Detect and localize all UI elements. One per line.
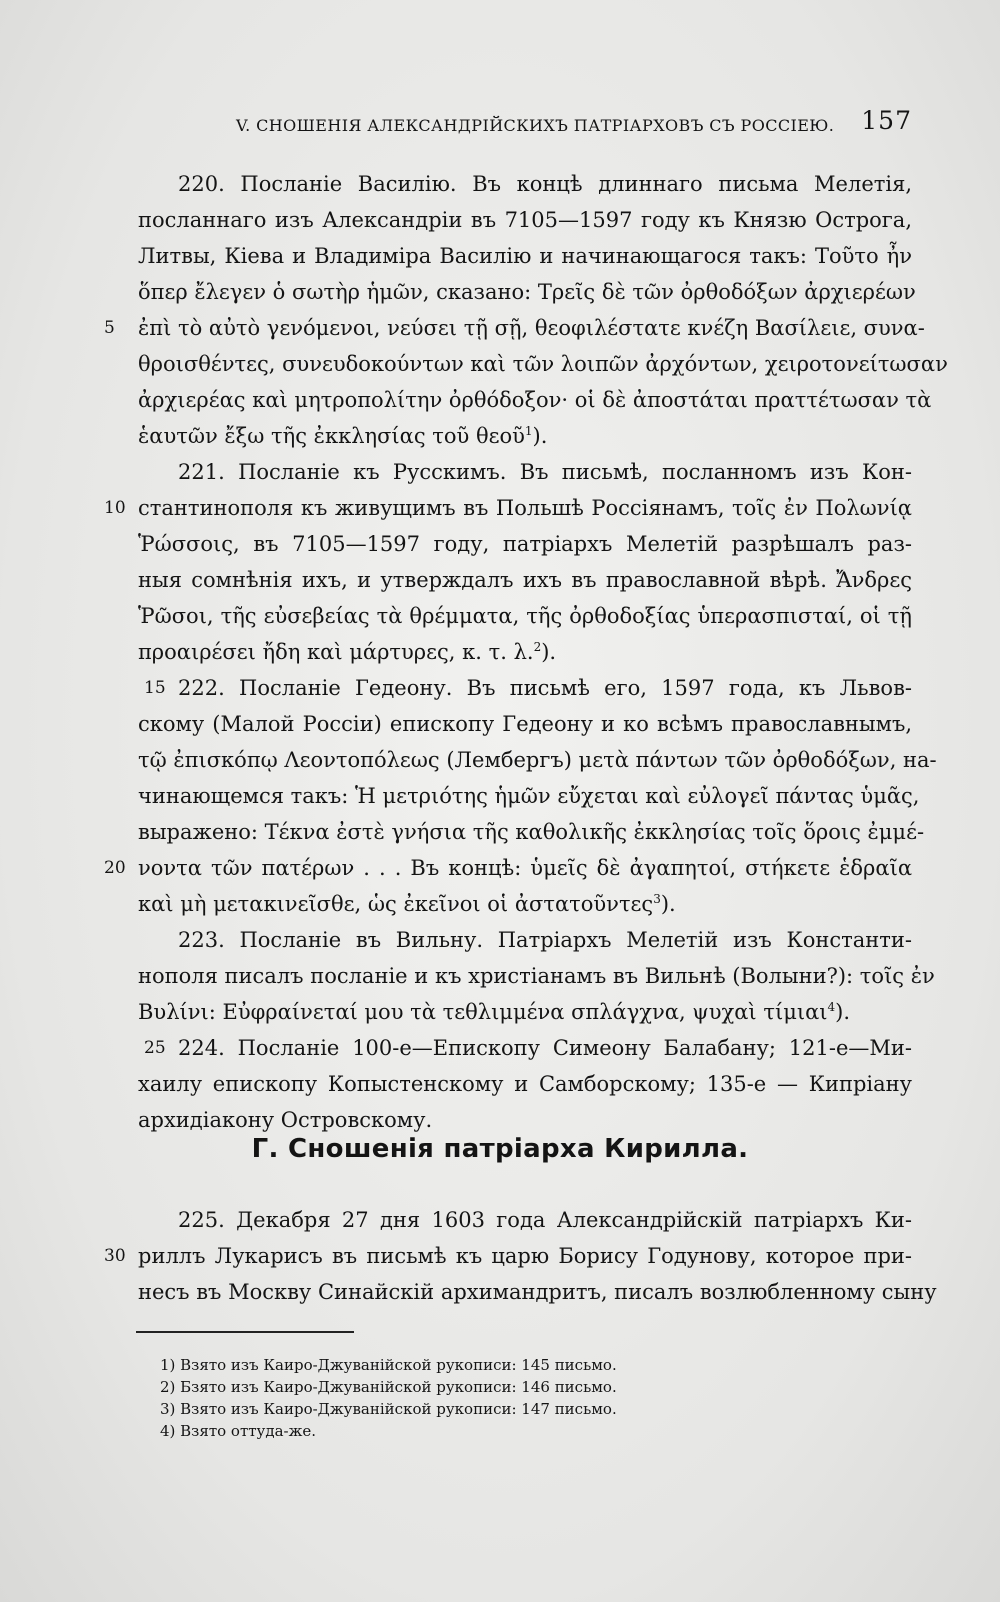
footnote: 3) Взято изъ Каиро-Джуванійской рукописи: 147 письмо. [160,1400,617,1418]
line-text: архидіакону Островскому. [138,1108,433,1132]
line-text: нополя писалъ посланіе и къ христіанамъ въ Вильнѣ (Волыни?): τοῖς ἐν [138,964,935,988]
line-text: выражено: Τέκνα ἐστὲ γνήσια τῆς καθολικῆς ἐκκλησίας τοῖς ὅροις ἐμμέ- [138,820,925,844]
line-text: προαιρέσει ἤδη καὶ μάρτυρες, κ. τ. λ. [138,640,534,664]
text-line [138,1202,912,1238]
line-text: 222. Посланіе Гедеону. Въ письмѣ его, 1597 года, къ Львов- [178,676,912,700]
text-line [138,1274,937,1310]
line-number: 20 [104,858,126,878]
text-line [138,454,912,490]
text-line [138,526,912,562]
text-line [104,850,912,886]
line-text: ἀρχιερέας καὶ μητροπολίτην ὀρθόδοξον· οἱ δὲ ἀποστάται πραττέτωσαν τὰ [138,388,932,412]
line-text: θροισθέντες, συνευδοκούντων καὶ τῶν λοιπῶν ἀρχόντων, χειροτονείτωσαν [138,352,948,376]
line-text: стантинополя къ живущимъ въ Польшѣ Россіянамъ, τοῖς ἐν Πολωνίᾳ [138,496,912,520]
text-line [138,814,925,850]
footnotes [160,1354,760,1442]
line-text: ныя сомнѣнія ихъ, и утверждалъ ихъ въ православной вѣрѣ. Ἄνδρες [138,568,912,592]
line-tail: ). [541,640,557,664]
text-line [138,598,912,634]
text-line [138,634,912,670]
main-text-block [104,166,948,1138]
text-line [138,1102,912,1138]
text-line [138,562,912,598]
section-text-block [104,1202,937,1310]
text-line [138,346,948,382]
text-line [138,958,935,994]
line-text: Литвы, Кіева и Владиміра Василію и начинающагося такъ: Τοῦτο ἦν [138,244,912,268]
text-line [138,166,912,202]
line-text: хаилу епископу Копыстенскому и Самборскому; 135-е — Кипріану [138,1072,912,1096]
line-tail: ). [835,1000,851,1024]
text-line [138,382,932,418]
text-line [104,490,912,526]
line-text: Ῥῶσοι, τῆς εὐσεβείας τὰ θρέμματα, τῆς ὀρθοδοξίας ὑπερασπισταί, οἱ τῇ [138,604,912,628]
text-line [138,670,912,706]
line-text: 221. Посланіе къ Русскимъ. Въ письмѣ, посланномъ изъ Кон- [178,460,912,484]
text-line [138,1066,912,1102]
footnote-marker: 2 [533,640,542,654]
line-text: 225. Декабря 27 дня 1603 года Александрійскій патріархъ Ки- [178,1208,912,1232]
text-line [138,886,912,922]
line-text: Ῥώσσοις, въ 7105—1597 году, патріархъ Мелетій разрѣшалъ раз- [138,532,912,556]
line-tail: ). [660,892,676,916]
footnote-divider [136,1331,354,1333]
line-text: τῷ ἐπισκόπῳ Λεοντοπόλεως (Лембергъ) μετὰ πάντων τῶν ὀρθοδόξων, на- [138,748,937,772]
footnote-marker: 3 [653,892,661,906]
text-line [138,202,912,238]
footnote-marker: 4 [827,1000,836,1014]
text-line [138,418,912,454]
text-line [138,994,912,1030]
line-tail: ). [532,424,548,448]
text-line [138,742,937,778]
text-line [104,310,925,346]
line-number: 5 [104,318,115,338]
line-text: посланнаго изъ Александріи въ 7105—1597 году къ Князю Острога, [138,208,912,232]
line-text: 224. Посланіе 100-е—Епископу Симеону Балабану; 121-е—Ми- [178,1036,912,1060]
line-text: риллъ Лукарисъ въ письмѣ къ царю Борису Годунову, которое при- [138,1244,912,1268]
text-line [138,706,912,742]
running-head: V. СНОШЕНІЯ АЛЕКСАНДРІЙСКИХЪ ПАТРІАРХОВЪ СЪ РОССІЕЮ. [236,116,835,135]
line-text: ἐπὶ τὸ αὐτὸ γενόμενοι, νεύσει τῇ σῇ, θεοφιλέστατε κνέζη Βασίλειε, συνα- [138,316,925,340]
line-text: Βυλίνι: Εὐφραίνεταί μου τὰ τεθλιμμένα σπλάγχνα, ψυχαὶ τίμιαι [138,1000,828,1024]
section-heading: Г. Сношенія патріарха Кирилла. [251,1134,749,1164]
text-line [138,778,920,814]
line-text: ἑαυτῶν ἔξω τῆς ἐκκλησίας τοῦ θεοῦ [138,424,525,448]
text-line [138,1030,912,1066]
text-line [138,274,916,310]
line-number: 30 [104,1246,126,1266]
footnote-marker: 1 [524,424,533,438]
footnote: 1) Взято изъ Каиро-Джуванійской рукописи: 145 письмо. [160,1356,617,1374]
line-number: 15 [144,678,166,698]
page-header [236,106,912,146]
footnote: 2) Бзято изъ Каиро-Джуванійской рукописи: 146 письмо. [160,1378,617,1396]
line-text: скому (Малой Россіи) епископу Гедеону и ко всѣмъ православнымъ, [138,712,912,736]
footnote: 4) Взято оттуда-же. [160,1422,317,1440]
line-text: νοντα τῶν πατέρων . . . Въ концѣ: ὑμεῖς δὲ ἀγαπητοί, στήκετε ἑδραῖα [138,856,912,880]
line-text: чинающемся такъ: Ἡ μετριότης ἡμῶν εὔχεται καὶ εὐλογεῖ πάντας ὑμᾶς, [138,784,920,808]
line-text: несъ въ Москву Синайскій архимандритъ, писалъ возлюбленному сыну [138,1280,937,1304]
line-number: 10 [104,498,126,518]
text-line [138,922,912,958]
line-text: ὅπερ ἔλεγεν ὁ σωτὴρ ἡμῶν, сказано: Τρεῖς δὲ τῶν ὀρθοδόξων ἀρχιερέων [138,280,916,304]
line-text: 220. Посланіе Василію. Въ концѣ длиннаго письма Мелетія, [178,172,912,196]
text-line [104,1238,912,1274]
line-text: καὶ μὴ μετακινεῖσθε, ὡς ἐκεῖνοι οἱ ἀστατοῦντες [138,892,654,916]
line-number: 25 [144,1038,166,1058]
line-text: 223. Посланіе въ Вильну. Патріархъ Мелетій изъ Константи- [178,928,912,952]
page-number: 157 [861,106,912,135]
text-line [138,238,912,274]
